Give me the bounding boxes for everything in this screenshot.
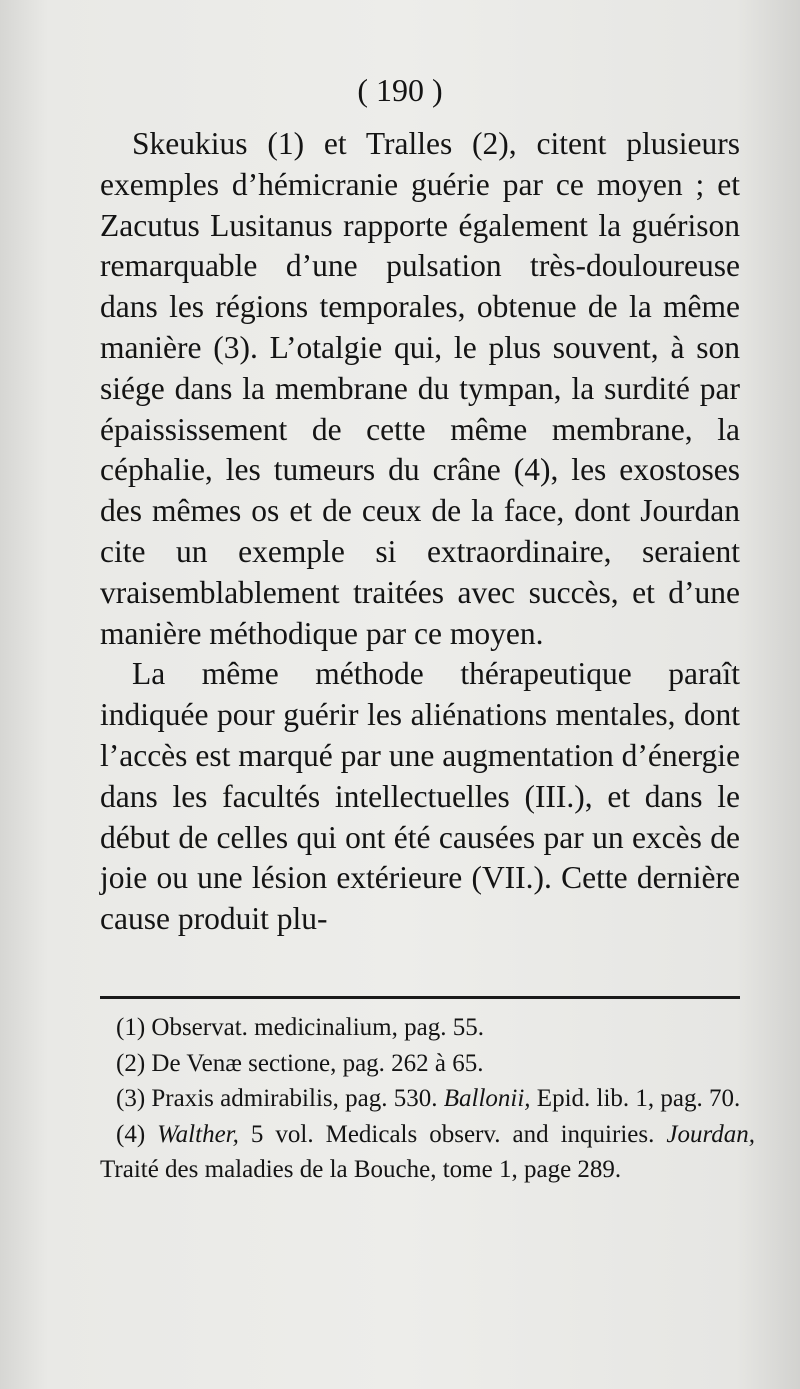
footnote-4-text: (4) [116,1120,158,1148]
footnote-3-author: Ballonii, [443,1085,531,1112]
footnote-4 [100,1117,755,1188]
page-number: ( 190 ) [357,72,443,108]
body-text [100,124,740,940]
footnote-4-author: Walther, [157,1120,239,1148]
paragraph-2: La même méthode thérapeutique paraît indiquée pour guérir les aliénations mentales, dont l’accès est marqué par une augmentation d’énergie dans les facultés intellectuelles (III.), et dans le début de celles qui ont été causées par un excès de joie ou une lésion extérieure (VII.). Cette dernière cause produit plu- [100,656,740,937]
footnote-3-rest: Epid. lib. 1, pag. 70. [530,1085,741,1112]
footnote-4-rest-2: Traité des maladies de la Bouche, tome 1, page 289. [100,1156,622,1183]
footnote-3-text: (3) Praxis admirabilis, pag. 530. [116,1085,444,1112]
footnote-4-author-2: Jourdan, [666,1120,755,1148]
footnote-1 [100,1010,755,1046]
footnote-2 [100,1046,755,1082]
footnote-2-text: (2) De Venæ sectione, pag. 262 à 65. [116,1049,484,1077]
footnote-3 [100,1081,755,1117]
footnotes [100,1010,755,1188]
paragraph-1: Skeukius (1) et Tralles (2), citent plusieurs exemples d’hémicranie guérie par ce moyen ; et Zacutus Lusitanus rapporte également la guérison remarquable d’une pulsation très-douloureuse dans les régions temporales, obtenue de la même manière (3). L’otalgie qui, le plus souvent, à son siége dans la membrane du tympan, la surdité par épaississement de cette même membrane, la céphalie, les tumeurs du crâne (4), les exostoses des mêmes os et de ceux de la face, dont Jourdan cite un exemple si extraordinaire, seraient vraisemblablement traitées avec succès, et d’une manière méthodique par ce moyen. [100,126,740,651]
footnote-1-text: (1) Observat. medicinalium, pag. 55. [116,1014,484,1041]
footnote-4-rest: 5 vol. Medicals observ. and inquiries. [238,1120,667,1148]
footnote-divider [100,996,740,999]
